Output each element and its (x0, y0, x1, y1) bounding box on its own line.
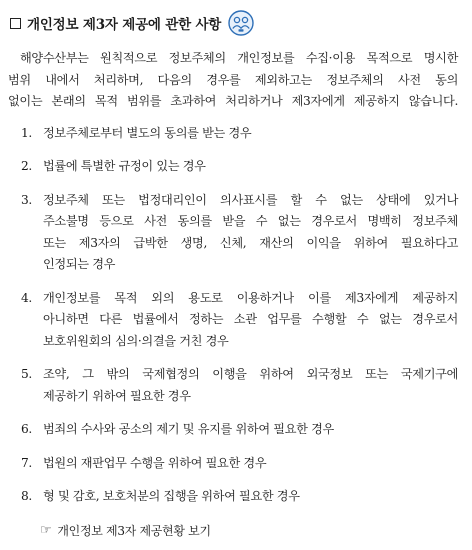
item-line: 주소불명 등으로 사전 동의를 받을 수 없는 경우로서 명백히 정보주체 (43, 214, 458, 228)
list-item (8, 156, 458, 178)
list-item (8, 486, 458, 508)
item-line: 개인정보를 목적 외의 용도로 이용하거나 이를 제3자에게 제공하지 (43, 290, 458, 305)
item-line: 정보주체 또는 법정대리인이 의사표시를 할 수 없는 상태에 있거나 (43, 192, 458, 207)
item-line: 제공하기 위하여 필요한 경우 (43, 388, 191, 403)
item-line: 법원의 재판업무 수행을 위하여 필요한 경우 (43, 455, 267, 470)
third-party-status-link[interactable] (8, 522, 458, 539)
item-number: 5. (21, 367, 32, 381)
item-number: 4. (21, 290, 32, 305)
item-line: 범죄의 수사와 공소의 제기 및 유지를 위하여 필요한 경우 (43, 422, 334, 436)
item-line: 형 및 감호, 보호처분의 집행을 위하여 필요한 경우 (43, 489, 300, 503)
intro-line: 없이는 본래의 목적 범위를 초과하여 처리하거나 제3자에게 제공하지 않습니다. (8, 94, 458, 108)
item-number: 8. (21, 489, 32, 503)
checkbox-square-icon (10, 18, 21, 29)
item-line: 정보주체로부터 별도의 동의를 받는 경우 (43, 125, 252, 140)
item-number: 2. (21, 159, 32, 173)
item-number: 1. (21, 125, 32, 140)
intro-paragraph (8, 48, 458, 113)
section-header (8, 8, 458, 38)
list-item (8, 288, 458, 353)
item-line: 또는 제3자의 급박한 생명, 신체, 재산의 이익을 위하여 필요하다고 (43, 235, 458, 250)
item-number: 7. (21, 455, 32, 470)
list-item (8, 364, 458, 407)
exception-list (8, 123, 458, 508)
intro-line: 범위 내에서 처리하며, 다음의 경우를 제외하고는 정보주체의 사전 동의 (8, 72, 458, 87)
pointing-hand-icon: ☞ (40, 522, 52, 538)
list-item (8, 123, 458, 145)
list-item (8, 190, 458, 276)
intro-line: 해양수산부는 원칙적으로 정보주체의 개인정보를 수집·이용 목적으로 명시한 (20, 51, 458, 65)
link-label[interactable]: 개인정보 제3자 제공현황 보기 (57, 523, 211, 538)
item-line: 법률에 특별한 규정이 있는 경우 (43, 159, 206, 173)
people-share-icon (228, 10, 254, 36)
item-line: 인정되는 경우 (43, 257, 116, 271)
list-item (8, 453, 458, 475)
item-line: 보호위원회의 심의·의결을 거친 경우 (43, 333, 229, 348)
item-number: 3. (21, 192, 32, 207)
list-item (8, 419, 458, 441)
section-title: 개인정보 제3자 제공에 관한 사항 (27, 17, 222, 33)
item-line: 조약, 그 밖의 국제협정의 이행을 위하여 외국정보 또는 국제기구에 (43, 367, 458, 381)
item-line: 아니하면 다른 법률에서 정하는 소관 업무를 수행할 수 없는 경우로서 (43, 312, 458, 326)
item-number: 6. (21, 422, 32, 436)
